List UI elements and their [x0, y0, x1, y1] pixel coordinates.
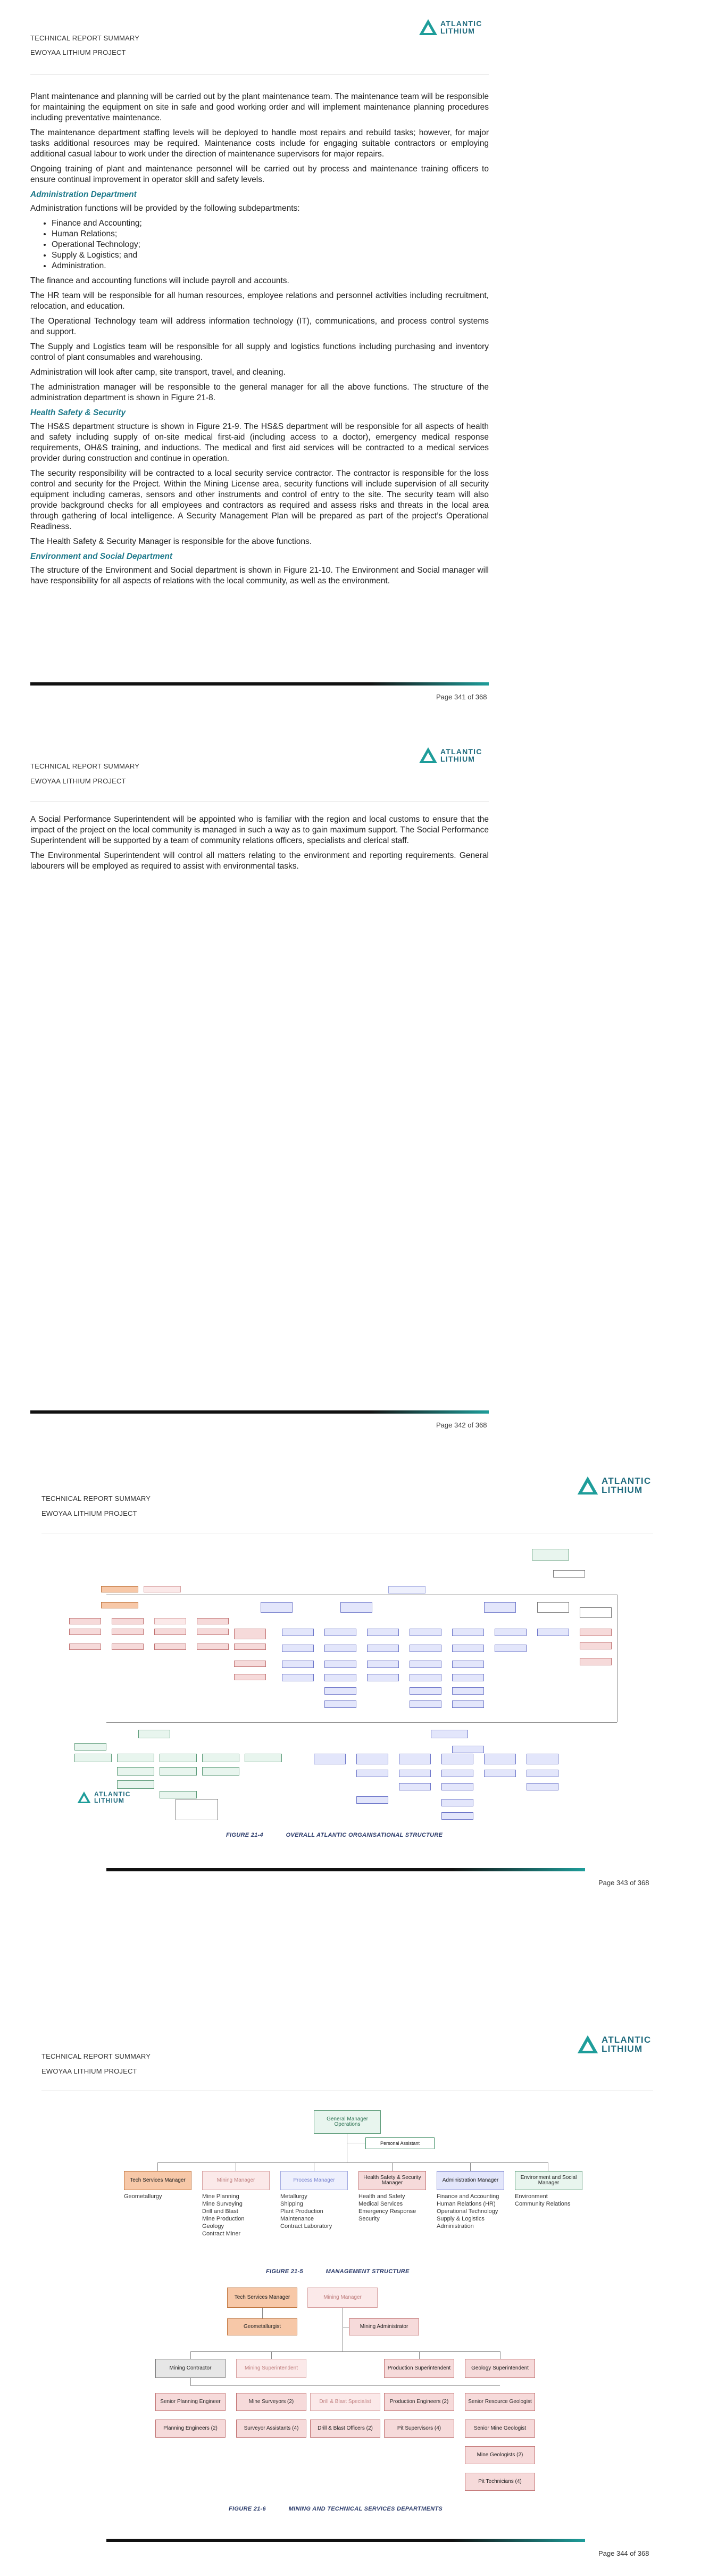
- org-box: [324, 1687, 356, 1695]
- dept-box-hss: Health Safety & Security Manager: [358, 2171, 426, 2190]
- paragraph: Administration will look after camp, site transport, travel, and cleaning.: [30, 368, 286, 377]
- org-box: [112, 1629, 144, 1635]
- org-box: [441, 1754, 473, 1764]
- org-box: [527, 1770, 558, 1777]
- org-box: [234, 1661, 266, 1667]
- function-item: Operational Technology: [437, 2208, 498, 2215]
- org-box: [484, 1602, 516, 1613]
- org-box: [160, 1767, 197, 1776]
- logo-word-1: ATLANTIC: [440, 747, 482, 756]
- org-box: [452, 1645, 484, 1652]
- header-title: TECHNICAL REPORT SUMMARY: [41, 2052, 151, 2060]
- page-341: [0, 0, 726, 734]
- figure-title: MANAGEMENT STRUCTURE: [326, 2268, 410, 2275]
- paragraph: The finance and accounting functions will include payroll and accounts.: [30, 276, 289, 285]
- org-box: [495, 1629, 527, 1636]
- header-title: TECHNICAL REPORT SUMMARY: [30, 34, 140, 42]
- org-box: [452, 1687, 484, 1695]
- header-subtitle: EWOYAA LITHIUM PROJECT: [30, 48, 126, 56]
- org-box: [452, 1700, 484, 1708]
- role-box: Production Engineers (2): [384, 2393, 454, 2411]
- org-box: [74, 1743, 106, 1751]
- org-box: [324, 1700, 356, 1708]
- role-box: Pit Technicians (4): [465, 2473, 535, 2491]
- org-box: [160, 1754, 197, 1762]
- org-box: [282, 1674, 314, 1681]
- org-box: [367, 1629, 399, 1636]
- org-box: [234, 1644, 266, 1650]
- org-box: [399, 1754, 431, 1764]
- org-box: [69, 1618, 101, 1624]
- paragraph: The maintenance department staffing levels will be deployed to handle most repairs and rebuild tasks; however, for major tasks additional resources may be required. Maintenance costs include for engaging suitable contractors or employing additional casual labour to work under the direction of maintenance supervisors for major repairs.: [30, 128, 489, 159]
- triangle-logo-icon: [419, 747, 437, 763]
- function-item: Medical Services: [358, 2201, 403, 2207]
- org-box: [117, 1767, 154, 1776]
- logo-word-1: ATLANTIC: [440, 19, 482, 28]
- function-item: Health and Safety: [358, 2193, 405, 2200]
- figure-caption: [226, 1832, 443, 1838]
- org-box: [234, 1674, 266, 1680]
- function-item: Human Relations (HR): [437, 2201, 496, 2207]
- figure-caption: [229, 2506, 443, 2512]
- logo-word-1: ATLANTIC: [94, 1790, 131, 1798]
- org-box: [410, 1687, 441, 1695]
- gm-box: General Manager Operations: [314, 2110, 381, 2134]
- page-343: [0, 1453, 726, 2007]
- list-item: • Human Relations;: [52, 229, 489, 240]
- paragraph: A Social Performance Superintendent will be appointed who is familiar with the region and local customs to ensure that the impact of the project on the local community is managed in such a way as to gain maximum support. The Social Performance Superintendent will be supported by a team of community relations officers, specialists and clerical staff.: [30, 815, 489, 845]
- paragraph: The Supply and Logistics team will be responsible for all supply and logistics functions including purchasing and inventory control of plant consumables and warehousing.: [30, 342, 489, 362]
- org-box: [197, 1618, 229, 1624]
- org-box: [367, 1661, 399, 1668]
- role-box: Planning Engineers (2): [155, 2420, 226, 2438]
- org-box: [282, 1661, 314, 1668]
- org-box: [441, 1783, 473, 1790]
- function-item: Maintenance: [280, 2216, 314, 2222]
- figure-title: MINING AND TECHNICAL SERVICES DEPARTMENTS: [288, 2506, 443, 2512]
- function-item: Plant Production: [280, 2208, 323, 2215]
- org-box: [410, 1645, 441, 1652]
- paragraph: Administration functions will be provided by the following subdepartments:: [30, 204, 300, 213]
- org-box: [340, 1602, 372, 1613]
- org-box: [580, 1658, 612, 1665]
- dept-box-env-social: Environment and Social Manager: [515, 2171, 582, 2190]
- legend-box: [176, 1799, 218, 1820]
- org-box: [202, 1767, 239, 1776]
- role-box: Senior Mine Geologist: [465, 2420, 535, 2438]
- logo-word-2: LITHIUM: [602, 1485, 643, 1495]
- list-item: • Operational Technology;: [52, 240, 489, 250]
- footer-bar: [30, 682, 489, 686]
- org-box: [527, 1754, 558, 1764]
- page-number: Page 341 of 368: [436, 693, 487, 701]
- org-box: [410, 1674, 441, 1681]
- function-item: Security: [358, 2216, 380, 2222]
- triangle-logo-icon: [577, 1476, 598, 1495]
- page-344: [0, 2007, 726, 2576]
- footer-bar: [106, 2539, 585, 2542]
- org-box: [484, 1770, 516, 1777]
- org-box: [101, 1602, 138, 1608]
- figure-title: OVERALL ATLANTIC ORGANISATIONAL STRUCTURE: [286, 1832, 443, 1838]
- org-box: [112, 1618, 144, 1624]
- logo-word-1: ATLANTIC: [602, 2035, 652, 2045]
- org-box: [234, 1629, 266, 1639]
- org-box: [452, 1661, 484, 1668]
- function-item: Administration: [437, 2223, 474, 2230]
- role-box: Surveyor Assistants (4): [236, 2420, 306, 2438]
- role-box: Senior Planning Engineer: [155, 2393, 226, 2411]
- org-box: [410, 1661, 441, 1668]
- org-box: [580, 1629, 612, 1636]
- org-box: [324, 1645, 356, 1652]
- paragraph: The HS&S department structure is shown in Figure 21-9. The HS&S department will be responsible for all aspects of health and safety including supply of on-site medical first-aid (including access to a doctor), emergency medical response requirements, OH&S training, and inductions. The medical and first aid services will be contracted to a medical services provider during construction and continue in operation.: [30, 422, 489, 463]
- function-item: Contract Laboratory: [280, 2223, 332, 2230]
- org-box: [399, 1770, 431, 1777]
- paragraph: The Environmental Superintendent will control all matters relating to the environment and reporting requirements. General labourers will be employed as required to assist with environmental tasks.: [30, 851, 489, 871]
- role-box: Senior Resource Geologist: [465, 2393, 535, 2411]
- page-342: [0, 734, 726, 1453]
- org-box: [117, 1780, 154, 1789]
- org-box: [112, 1644, 144, 1650]
- paragraph: The Health Safety & Security Manager is responsible for the above functions.: [30, 537, 312, 546]
- org-box: [537, 1602, 569, 1613]
- list-item: • Supply & Logistics; and: [52, 250, 489, 261]
- function-item: Supply & Logistics: [437, 2216, 485, 2222]
- page-number: Page 344 of 368: [598, 2549, 649, 2557]
- org-box: [282, 1629, 314, 1636]
- page-number: Page 342 of 368: [436, 1421, 487, 1429]
- header-title: TECHNICAL REPORT SUMMARY: [41, 1495, 151, 1502]
- atlantic-lithium-logo: [419, 747, 482, 763]
- org-box: [154, 1644, 186, 1650]
- role-box: Mine Surveyors (2): [236, 2393, 306, 2411]
- org-box: [410, 1700, 441, 1708]
- paragraph: The security responsibility will be contracted to a local security service contractor. The contractor is responsible for the loss control and security for the Project. Within the Mining License area, security functions will include supervision of all security equipment including cameras, sensors and other instruments and control of entry to the site. The security team will also provide background checks for all employees and contractors as required and assess risks and threats in the local area through gathering of local intelligence. A Security Management Plan will be prepared as part of the project’s Operational Readiness.: [30, 469, 489, 531]
- org-box: [431, 1730, 468, 1738]
- org-box: [154, 1618, 186, 1624]
- function-item: Drill and Blast: [202, 2208, 238, 2215]
- header-title: TECHNICAL REPORT SUMMARY: [30, 762, 140, 770]
- org-box: [580, 1607, 612, 1618]
- triangle-logo-icon: [419, 19, 437, 35]
- page-341-body: [30, 92, 489, 591]
- footer-bar: [30, 1410, 489, 1414]
- org-box: [197, 1629, 229, 1635]
- org-box: [282, 1645, 314, 1652]
- production-superintendent-box: Production Superintendent: [384, 2359, 454, 2378]
- org-box: [138, 1730, 170, 1738]
- org-box: [399, 1783, 431, 1790]
- section-heading-hss: Health Safety & Security: [30, 408, 126, 417]
- org-box: [452, 1674, 484, 1681]
- atlantic-lithium-logo: [577, 1476, 651, 1495]
- mining-admin-box: Mining Administrator: [349, 2318, 419, 2335]
- org-box: [537, 1629, 569, 1636]
- dept-box-admin: Administration Manager: [437, 2171, 504, 2190]
- geology-superintendent-box: Geology Superintendent: [465, 2359, 535, 2378]
- function-item: Emergency Response: [358, 2208, 416, 2215]
- atlantic-lithium-logo: [419, 19, 482, 35]
- org-box: [527, 1783, 558, 1790]
- role-box: Drill & Blast Officers (2): [310, 2420, 380, 2438]
- org-box: [367, 1674, 399, 1681]
- org-box: [484, 1754, 516, 1764]
- logo-word-2: LITHIUM: [440, 27, 475, 35]
- paragraph: The HR team will be responsible for all human resources, employee relations and personnel activities including recruitment, relocation, and education.: [30, 291, 489, 311]
- org-box: [553, 1570, 585, 1578]
- paragraph: Plant maintenance and planning will be carried out by the plant maintenance team. The maintenance team will be responsible for maintaining the equipment on site in safe and good working order and will implement maintenance planning procedures including preventative maintenance.: [30, 92, 489, 122]
- list-item: • Finance and Accounting;: [52, 218, 489, 229]
- figure-number: FIGURE 21-4: [226, 1832, 263, 1838]
- mm-box: Mining Manager: [307, 2288, 378, 2308]
- geomet-box: Geometallurgist: [227, 2318, 297, 2335]
- org-box: [356, 1754, 388, 1764]
- paragraph: Ongoing training of plant and maintenance personnel will be carried out by process and maintenance training officers to ensure continual improvement in operator skill and safety levels.: [30, 164, 489, 184]
- org-box: [117, 1754, 154, 1762]
- org-box: [410, 1629, 441, 1636]
- org-box: [261, 1602, 293, 1613]
- role-box: Mine Geologists (2): [465, 2446, 535, 2464]
- org-box: [532, 1549, 569, 1561]
- dept-box-process: Process Manager: [280, 2171, 348, 2190]
- org-box: [452, 1746, 484, 1753]
- org-box: [441, 1770, 473, 1777]
- header-subtitle: EWOYAA LITHIUM PROJECT: [30, 777, 126, 785]
- paragraph: The Operational Technology team will address information technology (IT), communications, and process control systems and support.: [30, 317, 489, 336]
- function-item: Mine Planning: [202, 2193, 239, 2200]
- org-box: [101, 1586, 138, 1592]
- org-box: [441, 1799, 473, 1806]
- function-item: Environment: [515, 2193, 548, 2200]
- logo-word-2: LITHIUM: [440, 755, 475, 763]
- org-box: [324, 1661, 356, 1668]
- org-box: [154, 1629, 186, 1635]
- logo-word-2: LITHIUM: [602, 2044, 643, 2054]
- figure-number: FIGURE 21-6: [229, 2506, 266, 2512]
- function-item: Finance and Accounting: [437, 2193, 499, 2200]
- admin-list: [30, 218, 489, 271]
- mining-tech-services-chart: [0, 2007, 726, 2539]
- function-item: Mine Surveying: [202, 2201, 243, 2207]
- org-box: [245, 1754, 282, 1762]
- function-item: Shipping: [280, 2201, 303, 2207]
- dept-box-mining: Mining Manager: [202, 2171, 270, 2190]
- org-box: [324, 1674, 356, 1681]
- org-box: [314, 1754, 346, 1764]
- function-item: Geometallurgy: [124, 2193, 162, 2200]
- function-item: Mine Production: [202, 2216, 245, 2222]
- org-box: [452, 1629, 484, 1636]
- paragraph: The administration manager will be responsible to the general manager for all the above functions. The structure of the administration department is shown in Figure 21-8.: [30, 383, 489, 402]
- org-box: [324, 1629, 356, 1636]
- function-item: Contract Miner: [202, 2231, 241, 2237]
- figure-number: FIGURE 21-5: [266, 2268, 303, 2275]
- org-box: [356, 1796, 388, 1804]
- section-heading-env: Environment and Social Department: [30, 552, 172, 561]
- dept-box-tech-services: Tech Services Manager: [124, 2171, 191, 2190]
- page-342-body: [30, 814, 489, 876]
- atlantic-lithium-logo-small: [77, 1791, 131, 1804]
- org-box: [202, 1754, 239, 1762]
- function-item: Community Relations: [515, 2201, 571, 2207]
- pa-box: Personal Assistant: [365, 2137, 435, 2149]
- org-box: [441, 1812, 473, 1820]
- page-number: Page 343 of 368: [598, 1879, 649, 1887]
- org-box: [356, 1770, 388, 1777]
- tsm-box: Tech Services Manager: [227, 2288, 297, 2308]
- section-heading-admin: Administration Department: [30, 190, 137, 199]
- role-box: Drill & Blast Specialist: [310, 2393, 380, 2411]
- list-item: • Administration.: [52, 261, 489, 271]
- footer-bar: [106, 1868, 585, 1871]
- org-box: [160, 1791, 197, 1798]
- org-box: [367, 1645, 399, 1652]
- org-box: [144, 1586, 181, 1592]
- header-subtitle: EWOYAA LITHIUM PROJECT: [41, 1509, 137, 1517]
- org-box: [495, 1645, 527, 1652]
- org-box: [197, 1644, 229, 1650]
- paragraph: The structure of the Environment and Social department is shown in Figure 21-10. The Environment and Social manager will have responsibility for all aspects of relations with the local community, as well as the environment.: [30, 566, 489, 585]
- org-box: [69, 1629, 101, 1635]
- triangle-logo-icon: [77, 1791, 91, 1803]
- header-subtitle: EWOYAA LITHIUM PROJECT: [41, 2067, 137, 2075]
- mining-contractor-box: Mining Contractor: [155, 2359, 226, 2378]
- logo-word-2: LITHIUM: [94, 1797, 125, 1804]
- function-item: Geology: [202, 2223, 224, 2230]
- org-box: [388, 1586, 425, 1594]
- org-box: [580, 1642, 612, 1649]
- logo-word-1: ATLANTIC: [602, 1476, 652, 1486]
- org-box: [69, 1644, 101, 1650]
- function-item: Metallurgy: [280, 2193, 307, 2200]
- mining-superintendent-box: Mining Superintendent: [236, 2359, 306, 2378]
- org-box: [74, 1754, 112, 1762]
- role-box: Pit Supervisors (4): [384, 2420, 454, 2438]
- overall-org-chart: [59, 1549, 628, 1826]
